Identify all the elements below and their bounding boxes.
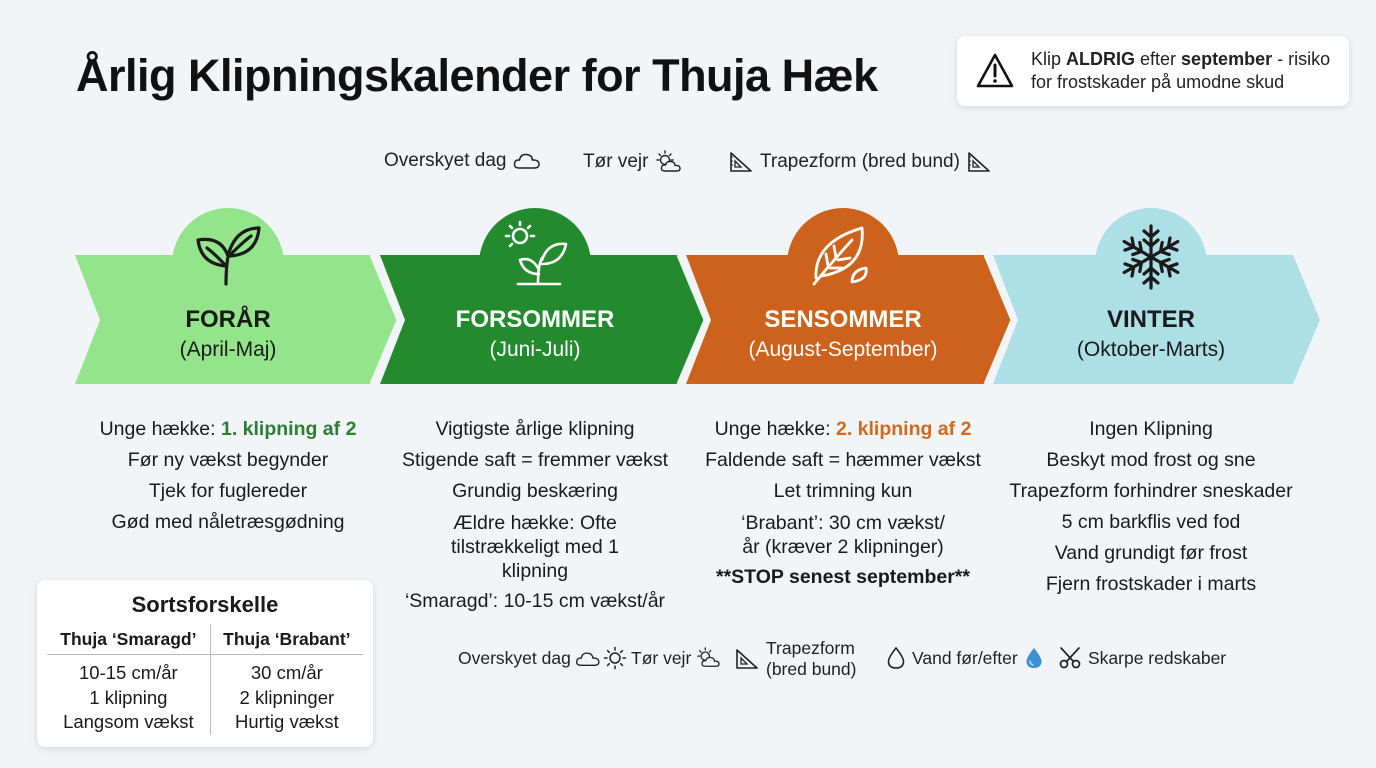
legend-bottom-item-cloudy: Overskyet dag	[458, 648, 601, 669]
detail-line: Beskyt mod frost og sne	[1046, 449, 1256, 471]
legend-bottom-item-tools: Skarpe redskaber	[1058, 646, 1226, 670]
variety-header-brabant: Thuja ‘Brabant’	[210, 624, 363, 655]
snowflake-icon	[1116, 222, 1186, 292]
season-months: (Oktober-Marts)	[1076, 338, 1226, 361]
detail-line: **STOP senest september**	[716, 566, 970, 588]
detail-line: Let trimning kun	[773, 480, 913, 502]
legend-bottom-item-trapezoid: Trapezform (bred bund)	[734, 638, 856, 680]
legend-bottom	[0, 636, 1376, 686]
detail-line: Unge hække: 1. klipning af 2	[99, 418, 357, 440]
detail-line: Før ny vækst begynder	[127, 449, 329, 471]
season-months: (Juni-Juli)	[489, 338, 581, 361]
detail-line: Stigende saft = fremmer vækst	[401, 449, 669, 471]
set-square-icon	[734, 647, 760, 671]
season-months: (April-Maj)	[179, 338, 277, 361]
sprout-icon	[193, 222, 263, 288]
variety-header-smaragd: Thuja ‘Smaragd’	[47, 624, 210, 655]
season-label-forar	[108, 305, 348, 365]
season-label-sensommer	[723, 305, 963, 365]
scissors-icon	[1058, 646, 1082, 670]
legend-top-item-cloudy: Overskyet dag	[384, 150, 541, 172]
detail-line: Trapezform forhindrer sneskader	[1009, 480, 1293, 502]
leaf-icon	[808, 222, 878, 288]
detail-line: Tjek for fuglereder	[148, 480, 308, 502]
variety-cell-brabant: 30 cm/år 2 klipninger Hurtig vækst	[234, 662, 339, 732]
season-details-sensommer	[688, 414, 998, 593]
season-months: (August-September)	[748, 338, 938, 361]
variety-cell-smaragd: 10-15 cm/år 1 klipning Langsom vækst	[47, 655, 210, 735]
warning-text: Klip ALDRIG efter september - risiko for frostskader på umodne skud	[1031, 49, 1331, 92]
season-name: FORÅR	[185, 306, 271, 333]
detail-line: Unge hække: 2. klipning af 2	[714, 418, 972, 440]
detail-line: Vand grundigt før frost	[1054, 542, 1248, 564]
water-drop-icon	[1024, 646, 1044, 670]
warning-triangle-icon	[975, 51, 1015, 91]
season-name: SENSOMMER	[764, 306, 922, 333]
detail-line: ‘Brabant’: 30 cm vækst/år (kræver 2 klipninger)	[741, 512, 945, 558]
cloud-icon	[575, 650, 601, 668]
detail-line: Ældre hække: Ofte tilstrækkeligt med 1 klipning	[451, 512, 619, 582]
detail-line: Grundig beskæring	[452, 480, 618, 502]
detail-line: 5 cm barkflis ved fod	[1061, 511, 1241, 533]
page-title: Årlig Klipningskalender for Thuja Hæk	[76, 50, 878, 101]
detail-line: ‘Smaragd’: 10-15 cm vækst/år	[404, 590, 666, 612]
legend-bottom-item-water: Vand før/efter	[886, 646, 1044, 670]
season-details-vinter	[996, 414, 1306, 600]
detail-line: Faldende saft = hæmmer vækst	[705, 449, 981, 471]
warning-box	[957, 36, 1349, 106]
detail-line: Gød med nåletræsgødning	[111, 511, 345, 533]
season-label-forsommer	[415, 305, 655, 365]
legend-top-item-dry: Tør vejr	[583, 150, 682, 174]
season-label-vinter	[1031, 305, 1271, 365]
set-square-icon	[966, 150, 992, 174]
legend-bottom-item-dry: Tør vejr	[603, 646, 721, 670]
season-name: VINTER	[1106, 306, 1195, 333]
season-timeline	[0, 200, 1376, 390]
set-square-icon	[728, 150, 754, 174]
sun-icon	[603, 646, 627, 670]
season-details-forar	[73, 414, 383, 538]
season-details-forsommer	[380, 414, 690, 617]
detail-line: Vigtigste årlige klipning	[435, 418, 635, 440]
sun-cloud-icon	[654, 150, 682, 174]
season-name: FORSOMMER	[455, 306, 615, 333]
sun-plant-icon	[502, 220, 570, 290]
legend-top-item-trapezoid: Trapezform (bred bund)	[728, 150, 992, 174]
detail-line: Ingen Klipning	[1089, 418, 1213, 440]
detail-line: Fjern frostskader i marts	[1045, 573, 1257, 595]
water-drop-outline-icon	[886, 646, 906, 670]
variety-title: Sortsforskelle	[131, 592, 279, 617]
sun-cloud-icon	[695, 647, 721, 669]
cloud-icon	[513, 151, 541, 171]
legend-top	[0, 146, 1376, 178]
